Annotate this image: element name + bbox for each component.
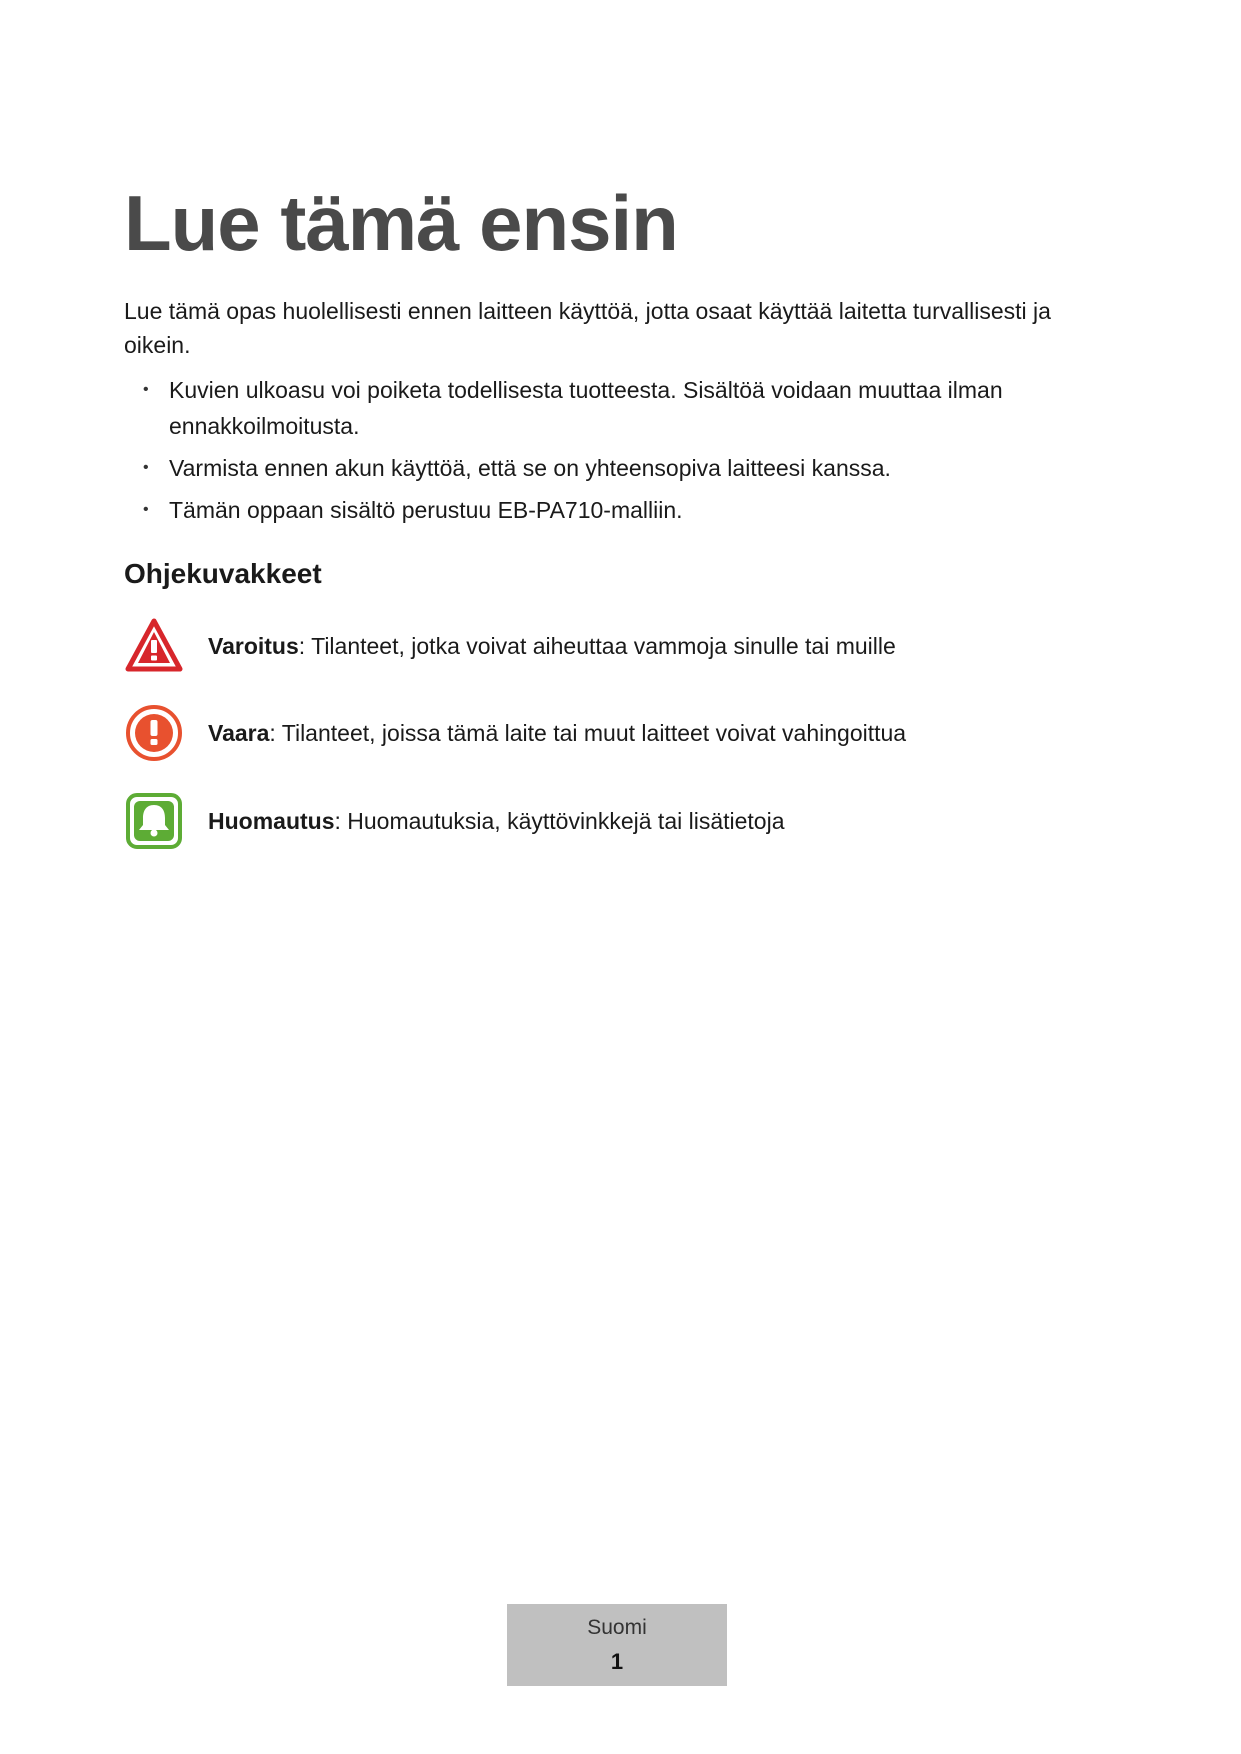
notice-label: Varoitus: [208, 632, 299, 659]
page-title: Lue tämä ensin: [124, 179, 678, 267]
bullet-marker: •: [143, 459, 149, 476]
page-number: 1: [610, 1649, 624, 1674]
notice-label: Vaara: [208, 719, 270, 746]
bullet-text: Varmista ennen akun käyttöä, että se on yhteensopiva laitteesi kanssa.: [169, 455, 891, 481]
bullet-marker: •: [143, 501, 149, 518]
note-bell-icon: [124, 791, 184, 851]
notice-text: Huomautus: Huomautuksia, käyttövinkkejä tai lisätietoja: [208, 807, 785, 834]
section-heading: Ohjekuvakkeet: [124, 558, 322, 589]
page-footer: [507, 1604, 727, 1686]
bullet-marker: •: [143, 381, 149, 398]
notice-label: Huomautus: [208, 807, 335, 834]
list-item: [124, 450, 1084, 486]
notice-warning: [124, 616, 1124, 676]
bullet-text: Kuvien ulkoasu voi poiketa todellisesta tuotteesta. Sisältöä voidaan muuttaa ilman ennakkoilmoitusta.: [169, 377, 1003, 439]
footer-language: Suomi: [587, 1616, 647, 1639]
notice-description: Tilanteet, jotka voivat aiheuttaa vammoja sinulle tai muille: [305, 632, 896, 659]
notice-description: Tilanteet, joissa tämä laite tai muut laitteet voivat vahingoittua: [275, 719, 907, 746]
warning-triangle-icon: [124, 616, 184, 676]
notice-note: [124, 791, 1124, 851]
list-item: [124, 492, 1084, 528]
list-item: [124, 372, 1084, 444]
notice-description: Huomautuksia, käyttövinkkejä tai lisätietoja: [340, 807, 785, 834]
bullet-list: [124, 372, 1084, 534]
notice-text: Vaara: Tilanteet, joissa tämä laite tai muut laitteet voivat vahingoittua: [208, 719, 907, 746]
intro-paragraph: Lue tämä opas huolellisesti ennen laitteen käyttöä, jotta osaat käyttää laitetta turvallisesti ja oikein.: [124, 298, 1051, 358]
notice-text: Varoitus: Tilanteet, jotka voivat aiheuttaa vammoja sinulle tai muille: [208, 632, 896, 659]
caution-circle-icon: [124, 703, 184, 763]
notice-caution: [124, 703, 1124, 763]
bullet-text: Tämän oppaan sisältö perustuu EB-PA710-malliin.: [169, 497, 683, 523]
